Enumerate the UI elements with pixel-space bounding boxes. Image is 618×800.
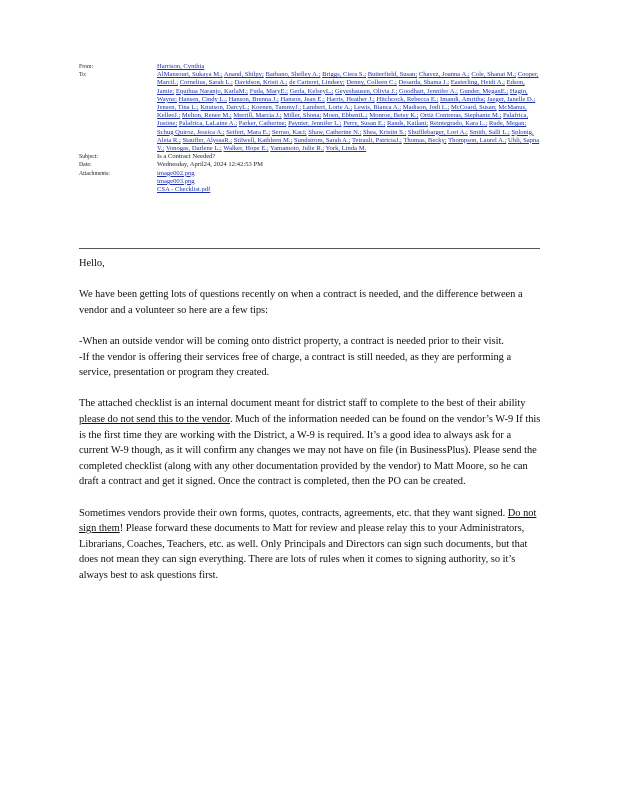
email-body (79, 256, 541, 599)
recipient-link[interactable]: Stilwell, Kathleen M.; (233, 136, 293, 144)
do-not-sign-warning: Do not sign them (79, 507, 537, 535)
recipient-link[interactable]: Edson, Jamie; (157, 79, 525, 95)
recipient-link[interactable]: Hagin, Wayne; (157, 87, 528, 103)
recipient-link[interactable]: Jensen, Tina L.; (157, 104, 199, 112)
recipient-link[interactable]: Paynter, Jennifer L.; (288, 120, 342, 128)
recipient-link[interactable]: Barbano, Shelley A.; (265, 71, 321, 79)
recipient-link[interactable]: Shaw, Catherine N.; (308, 128, 362, 136)
recipient-link[interactable]: Rude, Megan; (488, 120, 527, 128)
recipient-link[interactable]: Lambert, Lorie A.; (302, 104, 353, 112)
subject-value: Is a Contract Needed? (157, 153, 216, 161)
recipient-link[interactable]: Anand, Shilpy; (223, 71, 264, 79)
recipient-link[interactable]: Yamamoto, Julie R.; (270, 145, 325, 153)
recipient-link[interactable]: Cole, Shanai M.; (471, 71, 517, 79)
recipient-link[interactable]: Splonig, Aleta R.; (157, 128, 534, 144)
from-row (79, 63, 540, 71)
greeting: Hello, (79, 258, 105, 269)
attachment-link[interactable]: image002.png (157, 169, 195, 177)
attachment-link[interactable]: image003.png (157, 177, 195, 185)
attachments-row (79, 170, 540, 195)
recipient-link[interactable]: Equihua Naranjo, KarlaM.; (175, 87, 249, 95)
recipient-link[interactable]: Vonogas, Darlene L.; (165, 145, 222, 153)
recipient-link[interactable]: Ortiz Contreras, Stephanie M.; (420, 112, 502, 120)
header-divider (79, 248, 540, 249)
recipient-link[interactable]: Perry, Susan E.; (343, 120, 386, 128)
recipient-link[interactable]: Serrao, Kaci; (271, 128, 307, 136)
recipient-link[interactable]: Palafrica, LaLaine A.; (178, 120, 238, 128)
recipient-link[interactable]: Geyeshausen, Olivia J.; (335, 87, 398, 95)
recipient-link[interactable]: McManus, KelleeJ.; (157, 104, 527, 120)
from-value[interactable]: Harrison, Cynthia (157, 63, 205, 70)
recipient-link[interactable]: Imandi, Amritha; (440, 95, 486, 103)
vendor-forms-text-end: ! Please forward these documents to Matt for review and please relay this to your Administrators, Librarians, Coaches, Teachers, etc. as well. Only Principals and Directors can sign such documents, but that does not mean they can sign everything. There are lots of rules when it comes to signing authority, so it’s always best to ask questions first. (79, 523, 528, 581)
recipient-link[interactable]: Hanson, Brenna J.; (228, 95, 279, 103)
recipient-link[interactable]: Butterfield, Susan; (367, 71, 418, 79)
recipient-link[interactable]: Walker, Hope E.; (223, 145, 269, 153)
subject-row (79, 153, 540, 161)
recipient-link[interactable]: Fuda, MaryE.; (249, 87, 288, 95)
subject-label: Subject: (79, 154, 98, 161)
recipient-link[interactable]: Hanson, Jean E.; (280, 95, 325, 103)
recipient-link[interactable]: Merrill, Marcia J.; (233, 112, 282, 120)
recipient-link[interactable]: Smith, Salli L.; (469, 128, 510, 136)
recipient-link[interactable]: Schug Quiroz, Jessica A.; (157, 128, 225, 136)
recipient-link[interactable]: Parker, Catherine; (238, 120, 287, 128)
recipient-link[interactable]: Hitchcock, Rebecca E.; (376, 95, 439, 103)
recipient-link[interactable]: Jaeger, Janelle D.; (487, 95, 536, 103)
recipient-link[interactable]: Thompson, Laurel A.; (448, 136, 507, 144)
recipient-link[interactable]: Palafrica, Justine; (157, 112, 529, 128)
date-value: Wednesday, April24, 2024 12:42:53 PM (157, 161, 264, 169)
checklist-paragraph (79, 396, 541, 490)
recipient-link[interactable]: Shea, Kristin S.; (363, 128, 407, 136)
vendor-forms-paragraph (79, 506, 541, 584)
to-recipient-list (157, 71, 540, 153)
recipient-link[interactable]: Thomas, Becky; (403, 136, 447, 144)
checklist-text-start: The attached checklist is an internal document meant for district staff to complete to the best of their ability (79, 398, 526, 410)
recipient-link[interactable]: Goodhart, Jennifer A.; (398, 87, 458, 95)
recipient-link[interactable]: Briggs, Ciera S.; (322, 71, 367, 79)
recipient-link[interactable]: Cooper, Marcil.; (157, 71, 539, 87)
recipient-link[interactable]: Koenen, TammyJ.; (251, 104, 302, 112)
recipient-link[interactable]: Tetrault, PatriciaJ.; (351, 136, 402, 144)
recipient-link[interactable]: Miller, Shona; (283, 112, 322, 120)
recipient-link[interactable]: Knutson, DarcyL.; (200, 104, 250, 112)
intro-paragraph: We have been getting lots of questions recently on when a contract is needed, and the difference between a vendor and a volunteer so here are a few tips: (79, 289, 523, 316)
recipient-link[interactable]: de Carteret, Lindsey; (289, 79, 345, 87)
recipient-link[interactable]: Desarda, Shama J.; (398, 79, 450, 87)
recipient-link[interactable]: Sundstrom, Sarah A.; (294, 136, 351, 144)
recipient-link[interactable]: Davidson, Kristi A.; (234, 79, 288, 87)
email-header (79, 63, 540, 194)
tip-free-services: -If the vendor is offering their services free of charge, a contract is still needed, as they are performing a service, presentation or program they created. (79, 351, 512, 379)
recipient-link[interactable]: Rands, Kailani; (387, 120, 429, 128)
tip-vendor-on-property: -When an outside vendor will be coming onto district property, a contract is needed prior to their visit. (79, 335, 504, 347)
recipient-link[interactable]: Monroe, Betsy K.; (369, 112, 419, 120)
recipient-link[interactable]: Gunder, MeganE.; (459, 87, 509, 95)
date-label: Date: (79, 162, 92, 169)
recipient-link[interactable]: Moen, EbbeniL.; (322, 112, 368, 120)
recipient-link[interactable]: Chavez, Joanna A.; (418, 71, 470, 79)
recipient-link[interactable]: Gerla, KelseyL.; (289, 87, 334, 95)
recipient-link[interactable]: York, Linda M. (325, 145, 367, 153)
recipient-link[interactable]: Stauffer, AlyssaR.; (182, 136, 233, 144)
recipient-link[interactable]: Shufflebarger, Lori A.; (407, 128, 468, 136)
recipient-link[interactable]: Hansen, Cindy L.; (178, 95, 227, 103)
recipient-link[interactable]: Reintegrado, Kara L.; (429, 120, 488, 128)
recipient-link[interactable]: Melton, Renee M.; (181, 112, 232, 120)
checklist-text-end: . Much of the information needed can be found on the vendor’s W-9 If this is the first time they are working with the District, a W-9 is required. It’s a good idea to always ask for a current W-9 though, as it will confirm any changes we may not have on file (in BusinessPlus). Please send the completed checklist (along with any other documentation provided by the vendor) to Matt Moore, so he can draft a contract and get it signed. Once the contract is completed, then the PO can be created. (79, 413, 541, 488)
to-row (79, 71, 540, 153)
do-not-send-warning: please do not send this to the vendor (79, 413, 230, 425)
recipient-link[interactable]: Uhli, Sapna V.; (157, 136, 540, 153)
recipient-link[interactable]: Easterling, Heidi A.; (450, 79, 505, 87)
attachment-link[interactable]: CSA - Checklist.pdf (157, 186, 211, 194)
recipient-link[interactable]: McCoard, Susan; (450, 104, 497, 112)
vendor-forms-text-start: Sometimes vendors provide their own forms, quotes, contracts, agreements, etc. that they want signed. (79, 507, 508, 519)
recipient-link[interactable]: AlMansouri, Sukaya M.; (157, 71, 223, 79)
to-label: To: (79, 72, 87, 79)
recipient-link[interactable]: Madison, Jodi L.; (402, 104, 450, 112)
from-label: From: (79, 64, 94, 70)
recipient-link[interactable]: Lewis, Bianca A.; (353, 104, 402, 112)
recipient-link[interactable]: Cornelius, Sarah L.; (179, 79, 233, 87)
tips-paragraph (79, 334, 541, 381)
recipient-link[interactable]: Harris, Heather J.; (326, 95, 375, 103)
attachment-list (157, 170, 540, 195)
date-row (79, 161, 540, 169)
attachments-label: Attachments: (79, 170, 110, 177)
recipient-link[interactable]: Denny, Colleen C.; (346, 79, 397, 87)
recipient-link[interactable]: Seifert, Mara E.; (226, 128, 271, 136)
